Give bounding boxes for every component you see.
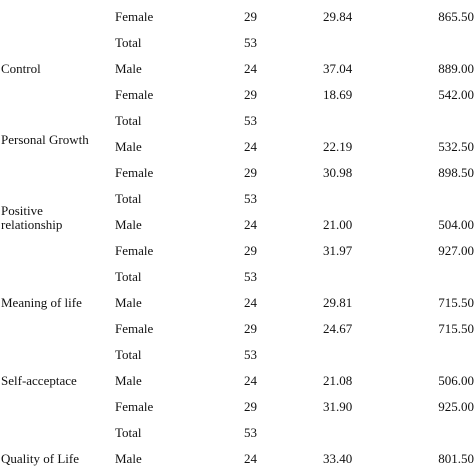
n-cell: 24 (244, 373, 257, 388)
gender-cell: Male (115, 373, 142, 388)
gender-cell: Female (115, 165, 154, 180)
gender-cell: Male (115, 61, 142, 76)
table-row (0, 364, 474, 390)
sum-of-ranks-cell: 532.50 (438, 139, 474, 154)
mean-rank-cell: 37.04 (323, 61, 353, 76)
gender-cell: Male (115, 217, 142, 232)
table-row (0, 390, 474, 416)
mean-rank-cell: 30.98 (323, 165, 353, 180)
n-cell: 29 (244, 321, 257, 336)
mean-rank-cell: 24.67 (323, 321, 353, 336)
gender-cell: Female (115, 399, 154, 414)
gender-cell: Total (115, 113, 142, 128)
gender-cell: Male (115, 451, 142, 466)
table-row (0, 156, 474, 182)
n-cell: 24 (244, 217, 257, 232)
table-row (0, 338, 474, 364)
sum-of-ranks-cell: 542.00 (438, 87, 474, 102)
table-row (0, 442, 474, 468)
sum-of-ranks-cell: 898.50 (438, 165, 474, 180)
mean-rank-cell: 31.97 (323, 243, 353, 258)
n-cell: 24 (244, 139, 257, 154)
mean-rank-cell: 33.40 (323, 451, 353, 466)
gender-cell: Total (115, 269, 142, 284)
table-row (0, 182, 474, 208)
n-cell: 29 (244, 87, 257, 102)
variable-label: Meaning of life (1, 295, 82, 310)
table-row (0, 130, 474, 156)
table-row (0, 260, 474, 286)
mean-rank-cell: 29.81 (323, 295, 353, 310)
table-row (0, 0, 474, 26)
n-cell: 29 (244, 9, 257, 24)
variable-label: Quality of Life (1, 451, 79, 466)
gender-cell: Female (115, 321, 154, 336)
table-row (0, 234, 474, 260)
mean-rank-cell: 22.19 (323, 139, 353, 154)
n-cell: 53 (244, 35, 257, 50)
gender-cell: Female (115, 9, 154, 24)
gender-cell: Total (115, 35, 142, 50)
sum-of-ranks-cell: 889.00 (438, 61, 474, 76)
table-row (0, 26, 474, 52)
gender-cell: Male (115, 295, 142, 310)
gender-cell: Male (115, 139, 142, 154)
n-cell: 29 (244, 165, 257, 180)
n-cell: 53 (244, 269, 257, 284)
sum-of-ranks-cell: 506.00 (438, 373, 474, 388)
n-cell: 53 (244, 191, 257, 206)
n-cell: 24 (244, 295, 257, 310)
sum-of-ranks-cell: 715.50 (438, 295, 474, 310)
n-cell: 53 (244, 425, 257, 440)
variable-label: Personal Growth (1, 132, 89, 147)
mean-rank-cell: 18.69 (323, 87, 353, 102)
mean-rank-cell: 31.90 (323, 399, 353, 414)
table-row (0, 78, 474, 104)
mean-rank-cell: 29.84 (323, 9, 353, 24)
sum-of-ranks-cell: 504.00 (438, 217, 474, 232)
table-row (0, 286, 474, 312)
gender-cell: Female (115, 87, 154, 102)
gender-cell: Total (115, 191, 142, 206)
gender-cell: Total (115, 425, 142, 440)
table-row (0, 203, 474, 234)
sum-of-ranks-cell: 927.00 (438, 243, 474, 258)
n-cell: 24 (244, 61, 257, 76)
gender-cell: Total (115, 347, 142, 362)
sum-of-ranks-cell: 801.50 (438, 451, 474, 466)
variable-label: Self-acceptace (1, 373, 77, 388)
gender-cell: Female (115, 243, 154, 258)
variable-label: Positive relationship (1, 203, 63, 232)
table-row (0, 416, 474, 442)
n-cell: 53 (244, 347, 257, 362)
mean-rank-cell: 21.00 (323, 217, 353, 232)
variable-label: Control (1, 61, 41, 76)
sum-of-ranks-cell: 925.00 (438, 399, 474, 414)
sum-of-ranks-cell: 865.50 (438, 9, 474, 24)
sum-of-ranks-cell: 715.50 (438, 321, 474, 336)
table-row (0, 104, 474, 130)
n-cell: 29 (244, 399, 257, 414)
n-cell: 53 (244, 113, 257, 128)
n-cell: 24 (244, 451, 257, 466)
mean-rank-cell: 21.08 (323, 373, 353, 388)
table-row (0, 52, 474, 78)
n-cell: 29 (244, 243, 257, 258)
table-row (0, 312, 474, 338)
